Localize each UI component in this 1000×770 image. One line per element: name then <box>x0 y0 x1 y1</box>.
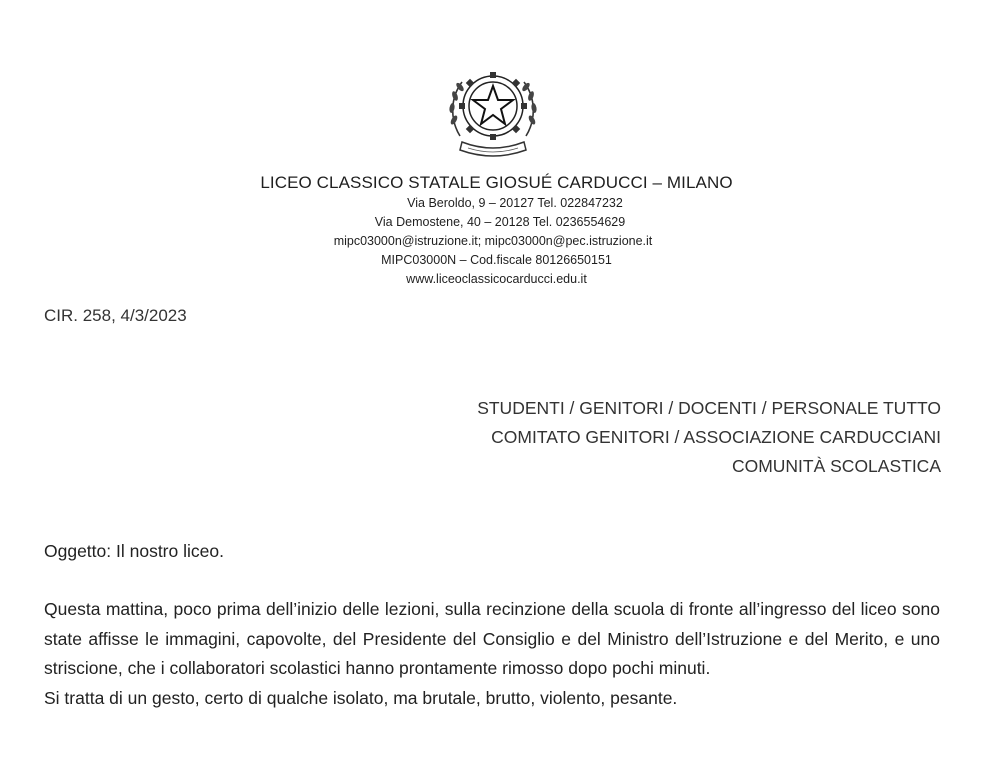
letterhead <box>0 172 1000 289</box>
body-paragraph-1: Questa mattina, poco prima dell’inizio delle lezioni, sulla recinzione della scuola di fronte all’ingresso del liceo sono state affisse le immagini, capovolte, del Presidente del Consiglio e del Ministro dell’Istruzione e del Merito, e uno striscione, che i collaboratori scolastici hanno prontamente rimosso dopo pochi minuti. <box>44 599 940 678</box>
body-paragraph-2: Si tratta di un gesto, certo di qualche isolato, ma brutale, brutto, violento, pesante. <box>44 687 678 708</box>
recipients-line-3: COMUNITÀ SCOLASTICA <box>731 456 941 476</box>
recipients-line-2: COMITATO GENITORI / ASSOCIAZIONE CARDUCCIANI <box>491 427 941 447</box>
address-line-2: Via Demostene, 40 – 20128 Tel. 0236554629 <box>374 215 626 229</box>
italian-republic-emblem-icon <box>438 58 548 168</box>
circular-reference: CIR. 258, 4/3/2023 <box>44 306 187 325</box>
school-codes: MIPC03000N – Cod.fiscale 80126650151 <box>381 253 612 267</box>
letter-body <box>44 595 940 713</box>
address-line-1: Via Beroldo, 9 – 20127 Tel. 022847232 <box>407 196 623 210</box>
recipients-block <box>477 394 941 481</box>
subject-line: Oggetto: Il nostro liceo. <box>44 541 224 561</box>
school-website: www.liceoclassicocarducci.edu.it <box>406 272 587 286</box>
email-addresses: mipc03000n@istruzione.it; mipc03000n@pec.istruzione.it <box>333 234 653 248</box>
recipients-line-1: STUDENTI / GENITORI / DOCENTI / PERSONALE TUTTO <box>477 398 941 418</box>
school-name: LICEO CLASSICO STATALE GIOSUÉ CARDUCCI – MILANO <box>260 173 733 192</box>
